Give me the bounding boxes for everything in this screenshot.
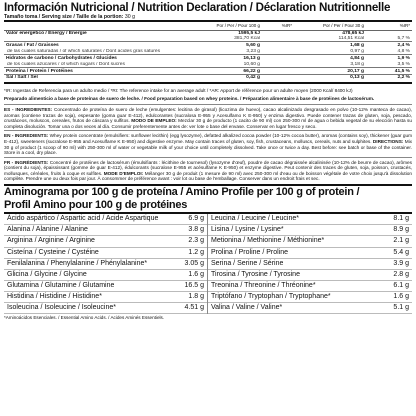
header-ri-serving: %IR* bbox=[366, 22, 412, 30]
amino-table bbox=[4, 214, 412, 314]
serving-size-value: 30 g bbox=[124, 14, 135, 20]
amino-acid-name: Tirosina / Tyrosine / Tyrosine bbox=[211, 270, 300, 278]
amino-row bbox=[4, 259, 207, 270]
amino-acid-value: 2.8 g bbox=[393, 270, 409, 278]
ri-per-serving: 5,7 % bbox=[397, 35, 410, 41]
header-per-100g: Por / Per / Pour 100 g bbox=[200, 22, 262, 30]
amino-column-right bbox=[208, 214, 412, 314]
amino-acid-value: 1.2 g bbox=[188, 248, 204, 256]
value-per-100g: 66,22 g bbox=[200, 67, 262, 74]
ri-per-serving: 3,5 % bbox=[397, 61, 410, 67]
amino-row bbox=[4, 292, 207, 303]
nutrition-table bbox=[4, 22, 412, 84]
ri-per-100g bbox=[262, 67, 294, 74]
amino-acid-name: Cisteína / Cysteine / Cystéine bbox=[7, 248, 99, 256]
amino-acid-value: 8.1 g bbox=[393, 215, 409, 223]
value-per-serving: 1,68 g bbox=[294, 42, 366, 49]
preparation-note: Preparado alimenticio a base de proteínas de suero de leche. / Food preparation based on whey proteins. / Préparation alimentaire à base de protéines de lactosérum. bbox=[4, 96, 412, 105]
amino-row bbox=[4, 248, 207, 259]
amino-row bbox=[4, 236, 207, 247]
amino-acid-name: Arginina / Arginine / Arginine bbox=[7, 237, 95, 245]
amino-row bbox=[4, 281, 207, 292]
amino-acid-name: Metionina / Methionine / Méthionine* bbox=[211, 237, 325, 245]
ingredients-fr: FR - INGRÉDIENTS: Concentré de protéines de lactosérum (émulsifiants : lécithine de tournesol) (lysozyme d'œuf), poudre de cacao dégraissée alcalinisée (10-12% de beurre de cacao), arômes (contient du soja), épaississant (gomme de guar E-412), édulcorants (sucralose E-955 et acésulfame K E-950) et enzyme digestive. Peut contenir des traces de gluten, soja, poisson, crustacés, mollusques, céréales, fruits à coque et sulfites. MODE D'EMPLOI: Mélanger 30 g de produit (1 mesure de 90 ml) avec 250-300 ml d'eau ou de boisson végétale de votre choix jusqu'à dissolution complète. Prendre une ou deux fois par jour. À consommer de préférence avant : voir lot ou base de l'emballage. Conserver dans un endroit frais et sec. bbox=[4, 159, 412, 182]
amino-acid-name: Valina / Valine / Valine* bbox=[211, 304, 283, 311]
amino-row bbox=[208, 259, 412, 270]
serving-size-label: Tamaño toma / Serving size / Taille de la portion: bbox=[4, 14, 124, 20]
value-per-100g: 1595,5 kJ bbox=[200, 30, 262, 36]
value-per-100g: 16,13 g bbox=[200, 55, 262, 62]
ri-per-100g bbox=[262, 55, 294, 62]
amino-row bbox=[4, 303, 207, 314]
value-per-serving: 478,65 kJ bbox=[294, 30, 366, 36]
nutrient-label: Proteína / Protein / Protéines bbox=[4, 67, 200, 74]
value-per-100g: 381,70 Kcal bbox=[234, 35, 260, 41]
value-per-serving: 4,84 g bbox=[294, 55, 366, 62]
amino-acid-name: Glicina / Glycine / Glycine bbox=[7, 270, 87, 278]
amino-title-line2: Profil Amino pour 100 g de protéines bbox=[4, 198, 188, 211]
amino-row bbox=[4, 214, 207, 225]
amino-acid-name: Serina / Serine / Sérine bbox=[211, 259, 284, 267]
nutrition-row bbox=[4, 42, 412, 49]
amino-acid-value: 6.1 g bbox=[393, 281, 409, 289]
nutrient-label: de los cuales azúcares / of which sugars / Dont sucres bbox=[7, 61, 125, 67]
amino-acid-value: 1.6 g bbox=[188, 270, 204, 278]
amino-acid-name: Histidina / Histidine / Histidine* bbox=[7, 292, 102, 300]
amino-acid-name: Triptófano / Tryptophan / Tryptophane* bbox=[211, 292, 331, 300]
amino-acid-value: 2.3 g bbox=[188, 237, 204, 245]
value-per-serving: 0,97 g bbox=[350, 48, 364, 54]
amino-acid-name: Fenilalanina / Phenylalanine / Phénylalanine* bbox=[7, 259, 148, 267]
value-per-100g: 3,23 g bbox=[246, 48, 260, 54]
amino-row bbox=[208, 248, 412, 259]
ri-per-serving: 2,4 % bbox=[366, 42, 412, 49]
value-per-100g: 5,60 g bbox=[200, 42, 262, 49]
amino-row bbox=[208, 281, 412, 292]
amino-acid-name: Isoleucina / Isoleucine / Isoleucine* bbox=[7, 304, 116, 311]
ingredients-es: ES - INGREDIENTES: Concentrado de proteína de suero de leche (emulgentes: lecitina de girasol) (licozima de huevo), cacao alcalinizado desgrasado en polvo (10-12% manteca de cacao), aromas (contiene trazas de soja), espesante (goma guar E-412), edulcorantes (sucralosa E-955 y Acesulfamo K E-950) y enzima digestivo. Puede contener trazas de gluten, soja, pescado, crustáceos, moluscos, cereales, frutos de cáscara y sulfitos. MODO DE EMPLEO: Mezclar 30 g de producto (1 cacito de 90 ml) con 250-300 ml de agua o bebida vegetal de su elección hasta su completa disolución. Tomar una o dos veces al día. Consumir preferentemente antes de: ver lote o base del envase. Conservar en lugar fresco y seco. bbox=[4, 106, 412, 129]
amino-acid-value: 6.9 g bbox=[188, 215, 204, 223]
amino-acid-name: Lisina / Lysine / Lysine* bbox=[211, 226, 284, 234]
header-per-serving: Por / Per / Pour 30 g bbox=[294, 22, 366, 30]
value-per-100g: 10,60 g bbox=[243, 61, 260, 67]
ingredients-en: EN - INGREDIENTS: Whey protein concentrate (emulsifiers: sunflower lecithin) (egg lysozyme), defatted alkalized cocoa powder (10-12% cocoa butter), aromas (contains soy), thickener (guar gum E-412), sweeteners (sucralose E-955 and Acesulfame K E-950) and digestive enzyme. May contain traces of gluten, soy, fish, crustaceans, molluscs, cereals, nuts and sulphites. DIRECTIONS: Mix 30 g of product (1 scoop of 90 ml) with 250-300 ml of water or vegetable milk of your choice until completely dissolved. Take once or twice a day. Best before: see batch or base of the container. Store in a cool, dry place. bbox=[4, 133, 412, 156]
divider bbox=[4, 157, 412, 158]
amino-acid-value: 4.51 g bbox=[184, 304, 204, 311]
value-per-serving: 0,13 g bbox=[294, 75, 366, 83]
value-per-serving: 114,51 Kcal bbox=[338, 35, 364, 41]
amino-acid-value: 3.05 g bbox=[184, 259, 204, 267]
ri-per-serving: 41,5 % bbox=[366, 67, 412, 74]
nutrition-row bbox=[4, 67, 412, 74]
amino-acid-value: 5.1 g bbox=[393, 304, 409, 311]
amino-acid-name: Prolina / Proline / Proline bbox=[211, 248, 289, 256]
amino-acid-name: Ácido aspártico / Aspartic acid / Acide Aspartique bbox=[7, 215, 159, 223]
amino-section bbox=[4, 184, 412, 321]
nutrition-title: Información Nutricional / Nutrition Declaration / Déclaration Nutritionnelle bbox=[4, 1, 391, 14]
ri-per-serving: 4,8 % bbox=[397, 48, 410, 54]
amino-row bbox=[4, 225, 207, 236]
amino-footnote: *Aminoácidos Esenciales. / Essential Amino Acids. / Acides Aminés Essentiels. bbox=[4, 315, 165, 321]
amino-acid-value: 3.8 g bbox=[188, 226, 204, 234]
amino-row bbox=[208, 225, 412, 236]
nutrient-label: Grasas / Fat / Graisses bbox=[4, 42, 200, 49]
ri-per-100g bbox=[262, 75, 294, 83]
amino-acid-value: 5.4 g bbox=[393, 248, 409, 256]
nutrient-label: de las cuales saturadas / of which saturates / Dont acides gras saturés bbox=[7, 48, 161, 54]
amino-acid-value: 3.9 g bbox=[393, 259, 409, 267]
value-per-100g: 0,42 g bbox=[200, 75, 262, 83]
amino-acid-value: 2.1 g bbox=[393, 237, 409, 245]
amino-acid-value: 16.5 g bbox=[184, 281, 204, 289]
amino-row bbox=[208, 236, 412, 247]
amino-acid-value: 1.6 g bbox=[393, 292, 409, 300]
amino-row bbox=[208, 214, 412, 225]
nutrition-row bbox=[4, 55, 412, 62]
ri-per-serving: 2,2 % bbox=[366, 75, 412, 83]
amino-row bbox=[208, 303, 412, 314]
divider bbox=[4, 130, 412, 131]
amino-acid-name: Alanina / Alanine / Alanine bbox=[7, 226, 88, 234]
nutrient-label: Sal / Salt / Sel bbox=[4, 75, 200, 83]
value-per-serving: 20,17 g bbox=[294, 67, 366, 74]
nutrient-label: Valor energético / Energy / Énergie bbox=[4, 30, 200, 36]
value-per-serving: 3,18 g bbox=[350, 61, 364, 67]
reference-intake-note: *IR: Ingestas de Referencia para un adulto medio / *RI: The reference intake for an average adult / *AR: Apport de référence pour un adulte moyen (2000 Kcal/ 8400 kJ) bbox=[4, 87, 353, 93]
amino-row bbox=[208, 292, 412, 303]
serving-size bbox=[4, 14, 412, 22]
amino-row bbox=[208, 270, 412, 281]
amino-acid-name: Treonina / Threonine / Thréonine* bbox=[211, 281, 316, 289]
amino-column-left bbox=[4, 214, 208, 314]
ri-per-serving: 1,9 % bbox=[366, 55, 412, 62]
amino-title-line1: Aminograma por 100 g de proteína / Amino Profile per 100 g of protein / bbox=[4, 186, 360, 199]
nutrition-table-header bbox=[4, 22, 412, 30]
amino-acid-name: Glutamina / Glutamine / Glutamine bbox=[7, 281, 115, 289]
nutrient-label: Hidratos de carbono / Carbohydrates / Glucides bbox=[4, 55, 200, 62]
amino-acid-value: 8.9 g bbox=[393, 226, 409, 234]
header-blank bbox=[4, 22, 200, 30]
amino-acid-name: Leucina / Leucine / Leucine* bbox=[211, 215, 299, 223]
ri-per-100g bbox=[262, 42, 294, 49]
amino-row bbox=[4, 270, 207, 281]
header-ri-100g: %IR* bbox=[262, 22, 294, 30]
nutrition-row bbox=[4, 75, 412, 83]
amino-acid-value: 1.8 g bbox=[188, 292, 204, 300]
